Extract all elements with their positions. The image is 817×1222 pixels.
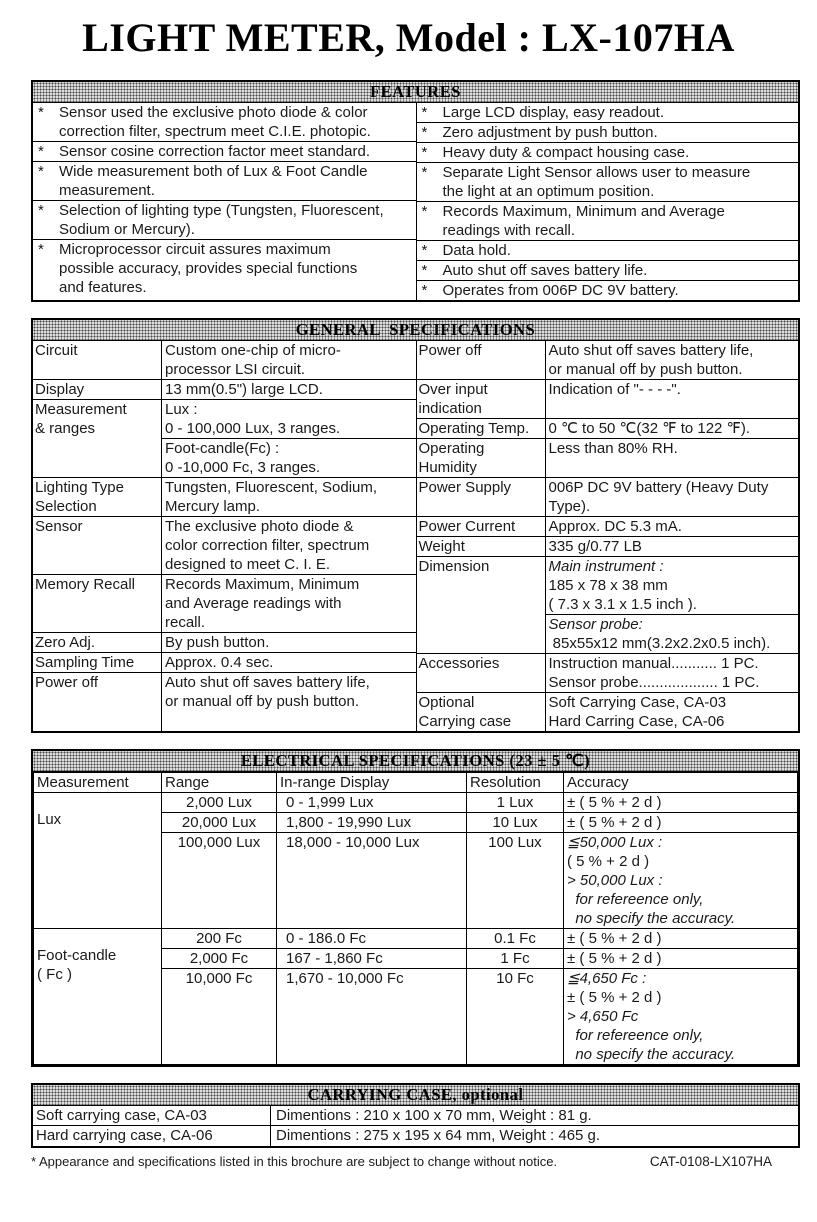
text-line: correction filter, spectrum meet C.I.E. photopic.: [59, 123, 371, 140]
text-line: Heavy duty & compact housing case.: [442, 144, 690, 161]
column-header: Resolution: [467, 773, 564, 793]
text-line: Custom one-chip of micro-: [165, 342, 341, 359]
spec-row: [33, 478, 416, 517]
feature-item: [417, 103, 799, 123]
text-line: Weight: [418, 538, 465, 555]
general-specifications-header: GENERAL SPECIFICATIONS: [33, 320, 798, 341]
spec-label: [33, 633, 162, 652]
in-range-display-cell: 0 - 1,999 Lux: [277, 793, 467, 813]
feature-text: [443, 202, 799, 240]
spec-row: [417, 478, 799, 517]
spec-row: [33, 673, 416, 731]
asterisk-marker: *: [38, 104, 44, 121]
text-line: Power off: [418, 342, 482, 359]
text-line: Power Supply: [418, 479, 512, 496]
spec-label: [417, 341, 546, 379]
carrying-case-header: CARRYING CASE, optional: [33, 1085, 798, 1106]
general-specifications-table: [33, 341, 798, 731]
in-range-display-cell: 18,000 - 10,000 Lux: [277, 833, 467, 929]
text-line: > 4,650 Fc: [567, 1008, 639, 1025]
text-line: and features.: [59, 279, 147, 296]
feature-item: [417, 123, 799, 143]
text-line: Operating Temp.: [418, 420, 530, 437]
resolution-cell: 10 Fc: [467, 969, 564, 1065]
spec-value-group: [546, 419, 799, 438]
text-line: Mercury lamp.: [165, 498, 261, 515]
text-line: Power off: [35, 674, 99, 691]
spec-value-group: [162, 575, 416, 632]
features-right-column: [416, 103, 799, 300]
text-line: for refereence only,: [567, 1027, 704, 1044]
general-left-column: [33, 341, 416, 731]
spec-value: [546, 654, 799, 692]
spec-value: [546, 419, 799, 438]
electrical-row: [34, 793, 798, 813]
text-line: Sampling Time: [35, 654, 135, 671]
text-line: Humidity: [418, 459, 477, 476]
case-details: Dimentions : 275 x 195 x 64 mm, Weight : 465 g.: [276, 1127, 601, 1144]
feature-text: [59, 201, 416, 239]
range-cell: 100,000 Lux: [162, 833, 277, 929]
text-line: 0 - 100,000 Lux, 3 ranges.: [165, 420, 341, 437]
text-line: or manual off by push button.: [548, 361, 743, 378]
spec-label: [33, 575, 162, 632]
spec-row: [417, 380, 799, 419]
text-line: Operating: [418, 440, 485, 457]
spec-row: [417, 557, 799, 654]
spec-value-group: [546, 517, 799, 536]
text-line: Operates from 006P DC 9V battery.: [442, 282, 679, 299]
carrying-case-row: [33, 1126, 798, 1146]
range-cell: 10,000 Fc: [162, 969, 277, 1065]
text-line: readings with recall.: [442, 222, 576, 239]
carrying-case-row: [33, 1106, 798, 1126]
spec-value: [162, 653, 416, 672]
text-line: Auto shut off saves battery life,: [165, 674, 370, 691]
text-line: Accessories: [418, 655, 500, 672]
text-line: Approx. 0.4 sec.: [165, 654, 274, 671]
spec-label: [417, 419, 546, 438]
text-line: and Average readings with: [165, 595, 342, 612]
text-line: Data hold.: [442, 242, 511, 259]
spec-label: [417, 557, 546, 653]
spec-value-group: [546, 380, 799, 418]
resolution-cell: 1 Fc: [467, 949, 564, 969]
text-line: Approx. DC 5.3 mA.: [548, 518, 682, 535]
spec-value-group: [162, 653, 416, 672]
spec-row: [417, 693, 799, 731]
text-line: Foot-candle(Fc) :: [165, 440, 280, 457]
spec-value: [546, 614, 799, 653]
text-line: Carrying case: [418, 713, 512, 730]
feature-item: [33, 201, 416, 240]
text-line: Auto shut off saves battery life.: [442, 262, 648, 279]
text-line: ± ( 5 % + 2 d ): [567, 989, 662, 1006]
spec-row: [417, 419, 799, 439]
spec-value-group: [162, 478, 416, 516]
spec-value: [162, 517, 416, 574]
spec-label: [417, 654, 546, 692]
asterisk-marker: *: [38, 143, 44, 160]
electrical-specifications-section: [31, 749, 800, 1067]
spec-value: [162, 341, 416, 379]
text-line: measurement.: [59, 182, 155, 199]
general-right-column: [416, 341, 799, 731]
asterisk-marker: *: [421, 242, 428, 259]
spec-row: [417, 654, 799, 693]
text-line: Measurement: [35, 401, 127, 418]
text-line: Separate Light Sensor allows user to measure: [442, 164, 751, 181]
text-line: 85x55x12 mm(3.2x2.2x0.5 inch).: [548, 635, 771, 652]
page-title: LIGHT METER, Model : LX-107HA: [82, 15, 735, 60]
spec-row: [33, 653, 416, 673]
feature-text: [59, 240, 416, 300]
spec-label: [33, 517, 162, 574]
text-line: Hard Carring Case, CA-06: [548, 713, 725, 730]
text-line: Sensor cosine correction factor meet standard.: [59, 143, 370, 160]
electrical-specifications-header: ELECTRICAL SPECIFICATIONS (23 ± 5 ℃): [33, 751, 798, 772]
spec-value-group: [162, 517, 416, 574]
accuracy-cell: [564, 813, 798, 833]
text-line: Over input: [418, 381, 488, 398]
text-line: Microprocessor circuit assures maximum: [59, 241, 331, 258]
feature-text: [443, 281, 799, 300]
feature-text: [443, 123, 799, 142]
measurement-cell: [34, 929, 162, 1065]
text-line: The exclusive photo diode &: [165, 518, 354, 535]
features-table: [33, 103, 798, 300]
spec-label: [33, 380, 162, 399]
text-line: Tungsten, Fluorescent, Sodium,: [165, 479, 378, 496]
text-line: Sensor: [35, 518, 83, 535]
text-line: for refereence only,: [567, 891, 704, 908]
text-line: 0 -10,000 Fc, 3 ranges.: [165, 459, 321, 476]
measurement-cell: [34, 793, 162, 929]
text-line: Wide measurement both of Lux & Foot Candle: [59, 163, 368, 180]
spec-value: [546, 557, 799, 614]
text-line: the light at an optimum position.: [442, 183, 655, 200]
spec-label: [417, 517, 546, 536]
spec-value-group: [162, 400, 416, 477]
spec-value-group: [546, 537, 799, 556]
electrical-specifications-table: [33, 772, 798, 1065]
feature-text: [59, 142, 416, 161]
spec-value: [162, 633, 416, 652]
text-line: Lux :: [165, 401, 198, 418]
text-line: Records Maximum, Minimum and Average: [442, 203, 725, 220]
asterisk-marker: *: [421, 262, 428, 279]
text-line: 0 ℃ to 50 ℃(32 ℉ to 122 ℉).: [548, 420, 750, 437]
feature-item: [417, 163, 799, 202]
case-name: Hard carrying case, CA-06: [33, 1126, 271, 1146]
spec-label: [33, 400, 162, 477]
feature-item: [417, 202, 799, 241]
text-line: indication: [418, 400, 482, 417]
resolution-cell: 10 Lux: [467, 813, 564, 833]
text-line: Display: [35, 381, 85, 398]
spec-label: [33, 653, 162, 672]
carrying-case-table: [33, 1106, 798, 1146]
resolution-cell: 1 Lux: [467, 793, 564, 813]
footer: [31, 1154, 800, 1170]
spec-label: [417, 380, 546, 418]
resolution-cell: 0.1 Fc: [467, 929, 564, 949]
text-line: Auto shut off saves battery life,: [548, 342, 754, 359]
spec-value: [162, 673, 416, 731]
column-header: Measurement: [34, 773, 162, 793]
electrical-row: [34, 929, 798, 949]
text-line: or manual off by push button.: [165, 693, 360, 710]
text-line: Circuit: [35, 342, 78, 359]
spec-value: [546, 380, 799, 418]
spec-value: [162, 380, 416, 399]
in-range-display-cell: 1,800 - 19,990 Lux: [277, 813, 467, 833]
accuracy-cell: [564, 929, 798, 949]
feature-item: [33, 240, 416, 300]
text-line: 185 x 78 x 38 mm: [548, 577, 668, 594]
text-line: Foot-candle: [37, 947, 117, 964]
spec-value-group: [546, 439, 799, 477]
text-line: recall.: [165, 614, 206, 631]
asterisk-marker: *: [38, 163, 44, 180]
column-header: In-range Display: [277, 773, 467, 793]
spec-value-group: [546, 478, 799, 516]
text-line: By push button.: [165, 634, 270, 651]
feature-item: [33, 142, 416, 162]
text-line: Selection of lighting type (Tungsten, Fluorescent,: [59, 202, 384, 219]
asterisk-marker: *: [421, 104, 428, 121]
text-line: ( 7.3 x 3.1 x 1.5 inch ).: [548, 596, 697, 613]
text-line: Main instrument :: [548, 558, 664, 575]
in-range-display-cell: 0 - 186.0 Fc: [277, 929, 467, 949]
spec-row: [33, 380, 416, 400]
text-line: Sodium or Mercury).: [59, 221, 195, 238]
spec-label: [417, 439, 546, 477]
range-cell: 20,000 Lux: [162, 813, 277, 833]
asterisk-marker: *: [421, 282, 428, 299]
feature-item: [417, 241, 799, 261]
features-section: [31, 80, 800, 302]
text-line: no specify the accuracy.: [567, 1046, 736, 1063]
accuracy-cell: [564, 793, 798, 813]
text-line: Instruction manual........... 1 PC.: [548, 655, 759, 672]
text-line: Less than 80% RH.: [548, 440, 678, 457]
feature-text: [59, 162, 416, 200]
spec-value: [546, 537, 799, 556]
features-header: FEATURES: [33, 82, 798, 103]
spec-value: [162, 438, 416, 477]
accuracy-cell: [564, 969, 798, 1065]
in-range-display-cell: 167 - 1,860 Fc: [277, 949, 467, 969]
spec-row: [33, 633, 416, 653]
spec-label: [33, 478, 162, 516]
text-line: processor LSI circuit.: [165, 361, 306, 378]
resolution-cell: 100 Lux: [467, 833, 564, 929]
spec-value: [546, 341, 799, 379]
text-line: Lighting Type: [35, 479, 124, 496]
spec-value: [546, 439, 799, 477]
spec-value-group: [162, 673, 416, 731]
feature-item: [417, 143, 799, 163]
asterisk-marker: *: [421, 164, 428, 181]
text-line: ( 5 % + 2 d ): [567, 853, 650, 870]
footer-note: * Appearance and specifications listed in this brochure are subject to change without notice.: [31, 1154, 558, 1169]
spec-value: [162, 400, 416, 438]
feature-item: [33, 103, 416, 142]
case-details: Dimentions : 210 x 100 x 70 mm, Weight : 81 g.: [276, 1107, 592, 1124]
text-line: > 50,000 Lux :: [567, 872, 663, 889]
spec-label: [33, 341, 162, 379]
text-line: 335 g/0.77 LB: [548, 538, 642, 555]
spec-row: [417, 341, 799, 380]
spec-value: [546, 478, 799, 516]
text-line: designed to meet C. I. E.: [165, 556, 331, 573]
spec-value-group: [546, 654, 799, 692]
text-line: color correction filter, spectrum: [165, 537, 370, 554]
spec-value-group: [162, 341, 416, 379]
features-left-column: [33, 103, 416, 300]
feature-text: [443, 143, 799, 162]
text-line: Lux: [37, 811, 62, 828]
spec-label: [417, 478, 546, 516]
text-line: ± ( 5 % + 2 d ): [567, 794, 662, 811]
text-line: Sensor probe................... 1 PC.: [548, 674, 760, 691]
asterisk-marker: *: [38, 202, 44, 219]
spec-value-group: [546, 693, 799, 731]
range-cell: 200 Fc: [162, 929, 277, 949]
spec-row: [33, 400, 416, 478]
text-line: Dimension: [418, 558, 490, 575]
asterisk-marker: *: [421, 203, 428, 220]
text-line: ≦50,000 Lux :: [567, 834, 663, 851]
spec-row: [33, 341, 416, 380]
feature-text: [443, 163, 799, 201]
spec-row: [33, 517, 416, 575]
asterisk-marker: *: [421, 144, 428, 161]
spec-label: [417, 693, 546, 731]
range-cell: 2,000 Fc: [162, 949, 277, 969]
spec-label: [33, 673, 162, 731]
text-line: & ranges: [35, 420, 96, 437]
spec-value: [162, 575, 416, 632]
text-line: Selection: [35, 498, 97, 515]
spec-row: [33, 575, 416, 633]
text-line: ( Fc ): [37, 966, 72, 983]
catalog-code: CAT-0108-LX107HA: [649, 1154, 772, 1169]
column-header: Accuracy: [564, 773, 798, 793]
asterisk-marker: *: [421, 124, 428, 141]
text-line: ≦4,650 Fc :: [567, 970, 647, 987]
text-line: Large LCD display, easy readout.: [442, 104, 665, 121]
text-line: Records Maximum, Minimum: [165, 576, 360, 593]
accuracy-cell: [564, 949, 798, 969]
feature-item: [417, 261, 799, 281]
text-line: ± ( 5 % + 2 d ): [567, 930, 662, 947]
spec-value: [546, 517, 799, 536]
text-line: 006P DC 9V battery (Heavy Duty: [548, 479, 769, 496]
general-specifications-section: [31, 318, 800, 733]
range-cell: 2,000 Lux: [162, 793, 277, 813]
feature-text: [443, 103, 799, 122]
asterisk-marker: *: [38, 241, 44, 258]
feature-item: [33, 162, 416, 201]
spec-value-group: [546, 557, 799, 653]
case-name: Soft carrying case, CA-03: [33, 1106, 271, 1125]
in-range-display-cell: 1,670 - 10,000 Fc: [277, 969, 467, 1065]
text-line: 13 mm(0.5") large LCD.: [165, 381, 323, 398]
text-line: Zero adjustment by push button.: [442, 124, 658, 141]
electrical-header-row: [34, 773, 798, 793]
text-line: Power Current: [418, 518, 516, 535]
text-line: Type).: [548, 498, 591, 515]
feature-text: [443, 241, 799, 260]
text-line: Memory Recall: [35, 576, 136, 593]
spec-value: [162, 478, 416, 516]
column-header: Range: [162, 773, 277, 793]
feature-text: [59, 103, 416, 141]
text-line: ± ( 5 % + 2 d ): [567, 814, 662, 831]
spec-value-group: [162, 380, 416, 399]
text-line: Optional: [418, 694, 475, 711]
text-line: Soft Carrying Case, CA-03: [548, 694, 727, 711]
text-line: no specify the accuracy.: [567, 910, 736, 927]
spec-row: [417, 517, 799, 537]
text-line: Zero Adj.: [35, 634, 96, 651]
text-line: Sensor used the exclusive photo diode & color: [59, 104, 368, 121]
spec-row: [417, 439, 799, 478]
spec-value-group: [162, 633, 416, 652]
feature-text: [443, 261, 799, 280]
spec-value-group: [546, 341, 799, 379]
text-line: Indication of "- - - -".: [548, 381, 681, 398]
accuracy-cell: [564, 833, 798, 929]
text-line: possible accuracy, provides special functions: [59, 260, 358, 277]
text-line: Sensor probe:: [548, 616, 643, 633]
spec-row: [417, 537, 799, 557]
spec-label: [417, 537, 546, 556]
spec-value: [546, 693, 799, 731]
feature-item: [417, 281, 799, 300]
text-line: ± ( 5 % + 2 d ): [567, 950, 662, 967]
carrying-case-section: [31, 1083, 800, 1148]
